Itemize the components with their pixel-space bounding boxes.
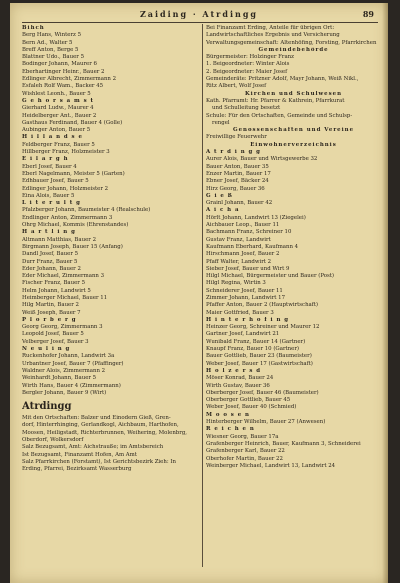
entry-line: 1. Beigeordneter: Winter Alois: [206, 61, 290, 68]
entry-line: Bürgermeister: Holzinger Franz: [206, 54, 294, 61]
entry-line: Eina Alois, Bauer 5: [22, 192, 75, 199]
entry-line: Durr Franz, Bauer 5: [22, 258, 78, 265]
entry-line: Wunibald Franz, Bauer 14 (Gartner): [206, 338, 306, 345]
entry-line: Wishlest Leonh., Bauer 5: [22, 90, 91, 97]
entry-line: Hilgl Regina, Wirtin 3: [206, 280, 266, 287]
entry-line: Dandl Josef, Bauer 5: [22, 251, 79, 258]
entry-line: Breff Anton, Berge 5: [22, 46, 79, 53]
entry-line: Grafenberger Heinrich, Bauer, Kaufmann 3, Schneiderei: [206, 440, 361, 447]
entry-line: Feldberger Franz, Bauer 5: [22, 141, 95, 148]
entry-line: Blattner Udo., Bauer 5: [22, 54, 85, 61]
entry-line: Pfalzberger Johann, Baumeister 4 (Realschule): [22, 207, 151, 214]
entry-line: Urbantner Josef, Bauer 7 (Pfaffinger): [22, 360, 124, 367]
entry-line: Hirschmann Josef, Bauer 2: [206, 251, 280, 258]
entry-line: Salz Bezugsamt, Amt: Aichstrauße; im Amtsbereich: [22, 444, 164, 451]
entry-line: Hilgl Michael, Bürgermeister und Bauer (Post): [206, 273, 335, 280]
entry-line: Wirth Hans, Bauer 4 (Zimmermann): [22, 382, 121, 389]
entry-line: Gemeinderäte: Pritzner Adolf, Mayr Johann, Weiß Nikl.,: [206, 76, 359, 83]
section-heading: A t r d i n g g: [206, 149, 261, 156]
entry-line: Helm Johann, Landwirt 5: [22, 287, 91, 294]
entry-line: Aurer Alois, Bauer und Wirtsgewerbe 32: [206, 156, 318, 163]
entry-line: Esfaleh Rolf Wam., Backer 45: [22, 83, 104, 90]
entry-line: Grafenberger Karl, Bauer 22: [206, 448, 285, 455]
entry-line: Altmann Matthias, Bauer 2: [22, 236, 96, 243]
entry-line: Weber Josef, Bauer 40 (Schmied): [206, 404, 297, 411]
page-number: 89: [362, 9, 374, 19]
section-heading: H i l l a n d s e: [22, 134, 83, 141]
entry-line: Knaupf Franz, Bauer 10 (Gartner): [206, 346, 300, 353]
entry-line: Endlinger Anton, Zimmermann 3: [22, 214, 113, 221]
entry-line: Edlinger Albrecht, Zimmermann 2: [22, 76, 117, 83]
entry-line: Ebner Josef, Bäcker 24: [206, 178, 269, 185]
entry-line: Mit den Ortschaften: Balzer und Einodern Gieß, Gren-: [22, 415, 171, 422]
entry-line: Ruckenhofer Johann, Landwirt 3a: [22, 353, 115, 360]
right-column: [206, 25, 381, 470]
section-heading: P l o r b e r g: [22, 316, 77, 323]
section-heading: Gemeindebehörde: [258, 46, 329, 53]
section-heading: L i t e r u l t g: [22, 200, 81, 207]
entry-line: Bei Finanzamt Erding, Anteile für übrigen Ort:: [206, 25, 335, 31]
section-heading: Kirchen und Schulwesen: [244, 90, 342, 97]
entry-line: Wirth Gustav, Bauer 36: [206, 382, 270, 389]
section-heading: Einwohnerverzeichnis: [250, 141, 337, 148]
entry-line: Hinterberger Wilhelm, Bauer 27 (Anwesen): [206, 419, 326, 426]
entry-line: Eder Michael, Zimmermann 3: [22, 273, 105, 280]
entry-line: Wiesner Georg, Bauer 17a: [206, 433, 279, 440]
entry-line: Moosen, Heiligstadt, Richterbrunnen, Weihering, Molenbrg,: [22, 429, 187, 436]
entry-line: Eberhartinger Heinr., Bauer 2: [22, 68, 105, 75]
entry-line: 2. Beigeordneter: Maier Josef: [206, 68, 288, 75]
entry-line: Oberdorf, Wolkersdorf: [22, 437, 84, 444]
column-divider: [202, 24, 203, 567]
entry-line: Berg Hans, Winterz 5: [22, 32, 82, 39]
entry-line: Salz Pfarrkirchen (Forstamt), Ist Gerichtsbezirk Zieh: In: [22, 458, 176, 465]
entry-line: Gierhard Ludw., Maurer 4: [22, 105, 94, 112]
entry-line: Eder Johann, Bauer 2: [22, 265, 81, 272]
entry-line: Maier Gottfried, Bauer 3: [206, 309, 274, 316]
section-heading: A i c h a: [206, 207, 240, 214]
entry-line: Oberberger Gottlieb, Bauer 45: [206, 397, 291, 404]
header-rule: [22, 22, 378, 23]
entry-line: Eberl Josef, Bauer 4: [22, 163, 77, 170]
entry-line: Verwaltungsgemeinschaft: Altenhöfing, Forsting, Pfarrkirchen: [206, 39, 377, 46]
entry-line: Bergler Johann, Bauer 9 (Wirt): [22, 389, 107, 396]
section-heading: Genossenschaften und Vereine: [233, 127, 354, 134]
document-page: [10, 3, 388, 583]
entry-line: Hillberger Franz, Holzmeister 3: [22, 149, 110, 156]
entry-line: Weber Josef, Bauer 17 (Gastwirtschaft): [206, 360, 313, 367]
entry-line: und Schulleitung besetzt: [212, 105, 281, 112]
entry-line: Fischer Franz, Bauer 5: [22, 280, 86, 287]
entry-line: Hilg Martin, Bauer 2: [22, 302, 79, 309]
section-heading: H i n t e r h o f i n g: [206, 316, 290, 323]
section-heading: G i e ß: [206, 192, 233, 199]
entry-line: Kaufmann Eberhard, Kaufmann 4: [206, 243, 299, 250]
entry-line: Eberl Nagelmann, Meister 5 (Garten): [22, 170, 125, 177]
section-heading: Bihch: [22, 25, 45, 31]
entry-line: Pfaff Walter, Landwirt 2: [206, 258, 272, 265]
entry-line: Waldner Alois, Zimmermann 2: [22, 367, 106, 374]
entry-line: Oberhofer Martin, Bauer 22: [206, 455, 283, 462]
entry-line: Aichbauer Leop., Bauer 11: [206, 222, 280, 229]
entry-line: Gasthaus Ferdinand, Bauer 4 (Golle): [22, 119, 123, 126]
entry-line: Grainl Johann, Bauer 42: [206, 200, 273, 207]
entry-line: Bodinger Johann, Maurer 6: [22, 61, 97, 68]
entry-line: Schneiderer Josef, Bauer 11: [206, 287, 283, 294]
entry-line: Heinzer Georg, Schreiner und Maurer 12: [206, 324, 320, 331]
entry-line: Edhbauer Josef, Bauer 5: [22, 178, 89, 185]
entry-line: Weinhardt Johann, Bauer 5: [22, 375, 97, 382]
section-heading: E i l a r g h: [22, 156, 69, 163]
page-header: [10, 9, 388, 23]
entry-line: Ritz Albert, Wolf Josef: [206, 83, 267, 90]
section-heading: N e u l i n g: [22, 346, 71, 353]
entry-line: Edlinger Johann, Holzmeister 2: [22, 185, 109, 192]
entry-line: Leopold Josef, Bauer 5: [22, 331, 84, 338]
entry-line: dorf, Hinterrhinging, Gerlandkogl, Aichbaum, Harthofen,: [22, 422, 179, 429]
left-column: [22, 25, 202, 474]
entry-line: Ohrg Michael, Kommis (Ehrenstandes): [22, 222, 129, 229]
section-heading: H a r t l i n g: [22, 229, 76, 236]
entry-line: Ist Bezugsamt, Finanzamt Hofen, Am Amt: [22, 451, 137, 458]
entry-line: Oberberger Josef, Bauer 46 (Baumeister): [206, 389, 319, 396]
page-edge-shadow: [382, 3, 388, 583]
entry-line: Aubinger Anton, Bauer 5: [22, 127, 91, 134]
entry-line: Bauer Anton, Bauer 35: [206, 163, 269, 170]
running-title: Zaiding · Atrdingg: [139, 9, 259, 19]
place-heading: Atrdingg: [22, 401, 72, 413]
section-heading: G e h o r s a m s t: [22, 97, 95, 104]
entry-line: Hörlt Johann, Landwirt 13 (Ziegelei): [206, 214, 306, 221]
entry-line: Bauer Gottlieb, Bauer 23 (Baumeister): [206, 353, 312, 360]
entry-line: Weiß Joseph, Bauer 7: [22, 309, 81, 316]
entry-line: Sieber Josef, Bauer und Wirt 9: [206, 265, 290, 272]
entry-line: Erding, Pfarrei, Bezirksamt Wasserburg: [22, 466, 132, 473]
entry-line: Birgmann Joseph, Bauer 15 (Anfang): [22, 243, 123, 250]
entry-line: Schule: Für den Ortschaften, Gemeinde und Schulsp-: [206, 112, 353, 119]
entry-line: rengel: [212, 119, 230, 126]
entry-line: Kath. Pfarramt: Hr. Pfarrer & Kathrein, Pfarrkurat: [206, 97, 345, 104]
entry-line: Gartner Josef, Landwirt 21: [206, 331, 280, 338]
entry-line: Landwirtschaftliches Ergebnis und Versicherung: [206, 32, 340, 39]
entry-line: Möser Konrad, Bauer 24: [206, 375, 274, 382]
section-heading: R e i c h e n: [206, 426, 255, 433]
entry-line: Georg Georg, Zimmermann 3: [22, 324, 103, 331]
section-heading: H o l z e r s d: [206, 367, 262, 374]
section-heading: M o o s e n: [206, 411, 250, 418]
entry-line: Bern Ad., Walter 5: [22, 39, 73, 46]
entry-line: Gustav Franz, Landwirt: [206, 236, 271, 243]
entry-line: Bachmann Franz, Schreiner 10: [206, 229, 292, 236]
entry-line: Hirz Georg, Bauer 36: [206, 185, 265, 192]
entry-line: Heidelberger Ant., Bauer 2: [22, 112, 97, 119]
entry-line: Pfaffer Anton, Bauer 2 (Hauptwirtschaft): [206, 302, 319, 309]
entry-line: Heimberger Michael, Bauer 11: [22, 294, 108, 301]
entry-line: Enzer Martin, Bauer 17: [206, 170, 271, 177]
entry-line: Zimmer Johann, Landwirt 17: [206, 294, 286, 301]
entry-line: Weinberger Michael, Landwirt 13, Landwirt 24: [206, 462, 336, 469]
entry-line: Velberger Josef, Bauer 3: [22, 338, 89, 345]
entry-line: Freiwillige Feuerwehr: [206, 134, 267, 141]
